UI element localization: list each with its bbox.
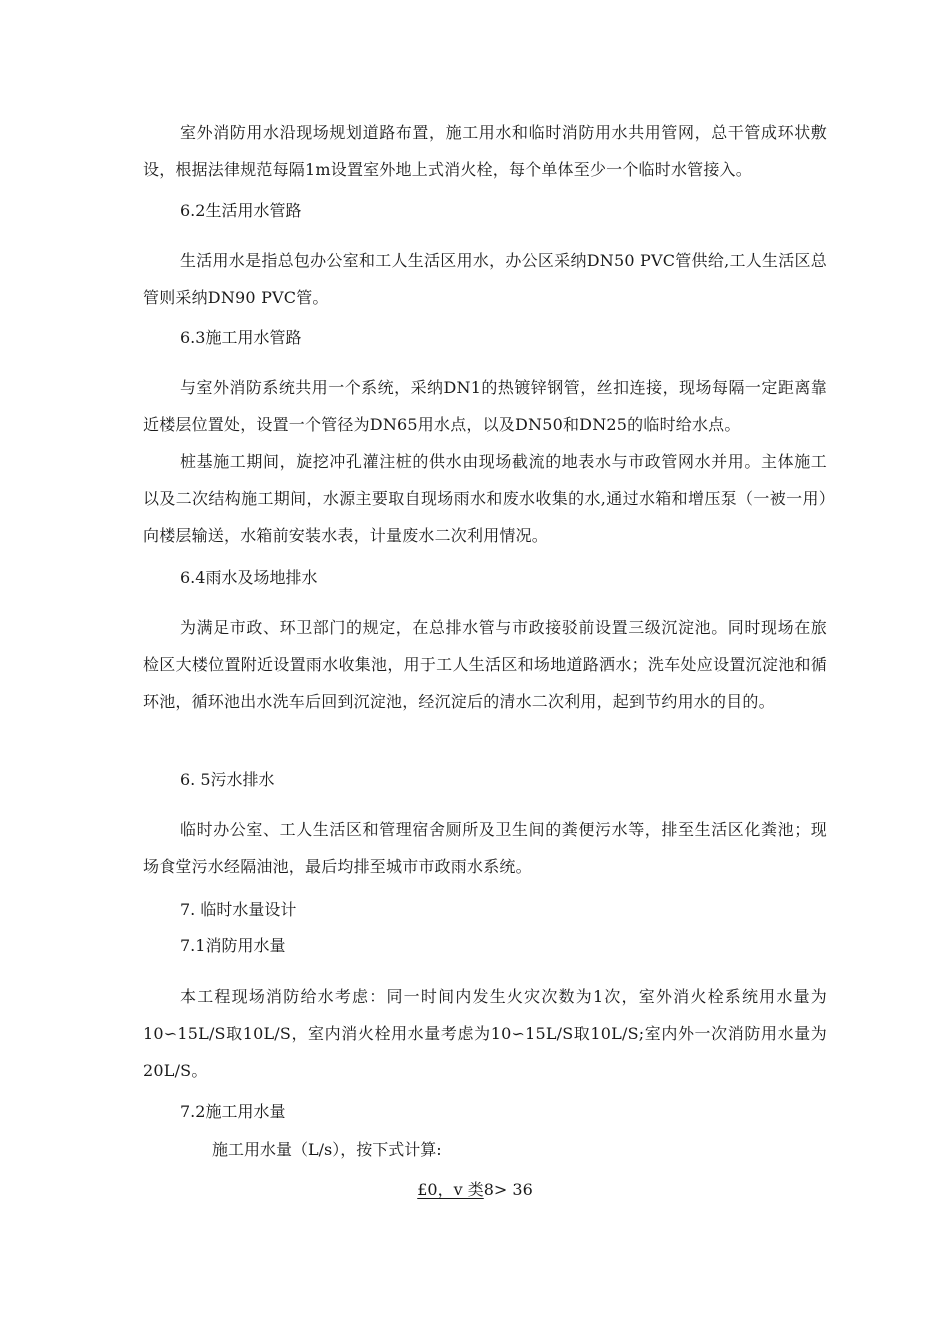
heading-7: 7. 临时水量设计 (180, 900, 297, 919)
formula (0, 1178, 950, 1202)
paragraph-domestic-water: 生活用水是指总包办公室和工人生活区用水，办公区采纳DN50 PVC管供给,工人生活区总管则采纳DN90 PVC管。 (143, 251, 827, 307)
heading-7-2: 7.2施工用水量 (180, 1102, 286, 1121)
heading-6-3: 6.3施工用水管路 (180, 328, 302, 347)
paragraph-rainwater-drainage: 为满足市政、环卫部门的规定，在总排水管与市政接驳前设置三级沉淀池。同时现场在旅检区大楼位置附近设置雨水收集池，用于工人生活区和场地道路洒水；洗车处应设置沉淀池和循环池，循环池出水洗车后回到沉淀池，经沉淀后的清水二次利用，起到节约用水的目的。 (143, 618, 827, 711)
heading-6-5: 6. 5污水排水 (180, 770, 275, 789)
heading-6-4: 6.4雨水及场地排水 (180, 568, 318, 587)
paragraph-fire-water-quantity: 本工程现场消防给水考虑：同一时间内发生火灾次数为1次，室外消火栓系统用水量为10∽15L/S取10L/S，室内消火栓用水量考虑为10∽15L/S取10L/S;室内外一次消防用水量为20L/S。 (143, 987, 827, 1080)
formula-tail: 8> 36 (483, 1180, 533, 1199)
paragraph-outdoor-fire-water: 室外消防用水沿现场规划道路布置，施工用水和临时消防用水共用管网，总干管成环状敷设，根据法律规范每隔1m设置室外地上式消火栓，每个单体至少一个临时水管接入。 (143, 123, 827, 179)
paragraph-sewage-drainage: 临时办公室、工人生活区和管理宿舍厕所及卫生间的粪便污水等，排至生活区化粪池；现场食堂污水经隔油池，最后均排至城市市政雨水系统。 (143, 820, 827, 876)
heading-6-2: 6.2生活用水管路 (180, 201, 302, 220)
formula-underlined-part: £0，v 类 (417, 1180, 484, 1199)
heading-7-1: 7.1消防用水量 (180, 936, 286, 955)
formula-intro-text: 施工用水量（L/s），按下式计算: (212, 1140, 442, 1159)
paragraph-construction-water-pipe: 与室外消防系统共用一个系统，采纳DN1的热镀锌钢管，丝扣连接，现场每隔一定距离靠近楼层位置处，设置一个管径为DN65用水点，以及DN50和DN25的临时给水点。 (143, 378, 827, 434)
paragraph-pile-foundation-water: 桩基施工期间，旋挖冲孔灌注桩的供水由现场截流的地表水与市政管网水并用。主体施工以及二次结构施工期间，水源主要取自现场雨水和废水收集的水,通过水箱和增压泵（一被一用）向楼层输送，水箱前安装水表，计量废水二次利用情况。 (143, 452, 827, 545)
